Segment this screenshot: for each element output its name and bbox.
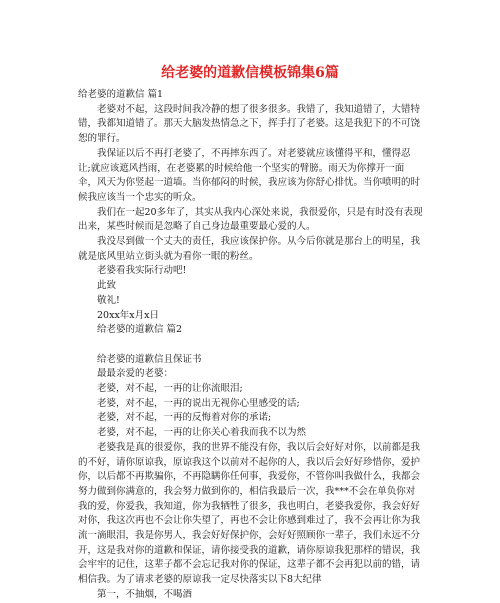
- closing-date: 20xx年x月x日: [97, 309, 160, 321]
- apology-line: 老婆，对不起，一再的让你流眼泪;: [97, 383, 243, 395]
- apology-line: 老婆，对不起，一再的说出无视你心里感受的话;: [97, 397, 300, 409]
- paragraph: 老婆对不起，这段时间我冷静的想了很多很多。我错了，我知道错了，大错特错，我都知道错了。那天大脑发热情急之下，挥手打了老婆。这是我犯下的不可饶恕的罪行。: [78, 103, 421, 145]
- paragraph: 我保证以后不再打老婆了，不再摔东西了。对老婆就应该懂得平和，懂得忍让;就应该遮风挡雨，在老婆累的时候给他一个坚实的臂膀。雨天为你撑开一面伞，风天为你竖起一道墙。当你郁闷的时候，我应该为你舒心排忧。当你喷明的时候我应该当一个忠实的听众。: [78, 147, 421, 203]
- letter-title: 给老婆的道歉信且保证书: [97, 353, 202, 365]
- salutation: 最最亲爱的老婆：: [97, 368, 174, 380]
- closing-line: 敬礼!: [97, 294, 120, 306]
- paragraph: 老婆看我实际行动吧!: [97, 265, 187, 277]
- section-heading-1: 给老婆的道歉信 篇1: [78, 89, 164, 100]
- paragraph: 老婆我是真的很爱你，我的世界不能没有你，我以后会好好对你，以前都是我的不好，请你原谅我，原谅我这个以前对不起你的人，我以后会好好珍惜你，爱护你，以后都不再欺骗你，不再隐瞒你任何事，我爱你，不管你叫我做什么，我都会努力做到你满意的，我会努力做到你的，相信我最后一次，我***不会在单负你对我的爱，你爱我，我知道，你为我牺牲了很多，我也明白，老婆我爱你，我会好好对你，我这次再也不会让你失望了，再也不会让你感到难过了，我不会再让你为我流一滴眼泪，我是你男人，我会好好保护你，会好好照顾你一辈子，我们永远不分开，这是我对你的道歉和保证，请你接受我的道歉，请你原谅我犯那样的错误，我会牢牢的记住，这辈子都不会忘记我对你的保证，这辈子都不会再犯以前的错，请相信我。为了请求老婆的原谅我一定尽快落实以下8大纪律: [78, 441, 421, 586]
- document-title: 给老婆的道歉信模板锦集6篇: [161, 65, 339, 81]
- document-body: [78, 88, 423, 603]
- closing-line: 此致: [97, 280, 117, 292]
- paragraph: 我没尽到做一个丈夫的责任，我应该保护你。从今后你就是那台上的明星，我就是底风里站立街头就为看你一眼的粉丝。: [78, 236, 421, 262]
- paragraph: 我们在一起20多年了，其实从我内心深处来说，我很爱你，只是有时没有表现出来，某些时候而是忽略了自己身边最重要最心爱的人。: [78, 206, 423, 233]
- section-heading-2: 给老婆的道歉信 篇2: [97, 324, 183, 336]
- partial-line: 第一，不抽烟，不喝酒: [97, 588, 193, 600]
- apology-line: 老婆，对不起，一再的反悔着对你的承诺;: [97, 412, 272, 424]
- apology-line: 老婆，对不起，一再的让你关心着我而我不以为然: [97, 427, 307, 439]
